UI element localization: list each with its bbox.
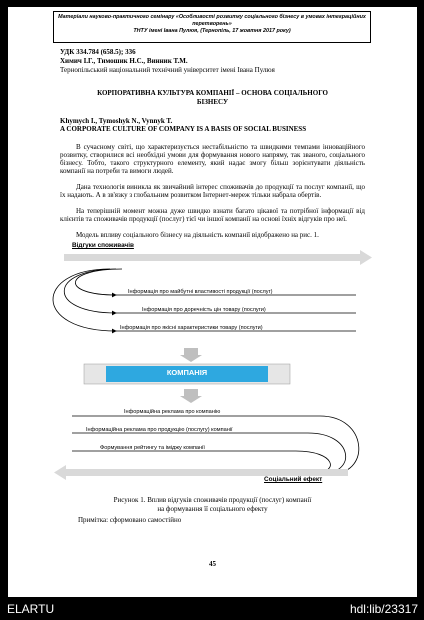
header-line-2: перетворень» [192, 21, 232, 27]
authors-en: Khymych I., Tymoshyk N., Vynnyk T. [60, 117, 173, 125]
title-ua-line-2: БІЗНЕСУ [196, 98, 229, 106]
paragraph-4: Модель впливу соціального бізнесу на діяльність компанії відображено на рис. 1. [76, 231, 319, 239]
footer-repository: ELARTU [7, 602, 55, 616]
page-number: 45 [209, 560, 216, 568]
company-label: КОМПАНІЯ [166, 368, 208, 377]
arrow-down-from-company [180, 389, 202, 403]
authors-ua: Химич І.Г., Тимошик Н.С., Винник Т.М. [60, 57, 188, 65]
bottom-item-3: Формування рейтингу та іміджу компанії [100, 445, 205, 451]
paragraph-3: На теперішній момент можна дуже швидко взнати багато цікавої та потрібної інформації від клієнтів та споживачів продукції (послуг) тієї чи іншої компанії на основі їхніх відгуків про неї. [60, 207, 365, 223]
top-item-1: Інформація про майбутні властивості продукції (послуг) [128, 289, 273, 295]
social-effect-label: Соціальний ефект [264, 476, 323, 483]
footer-bar [0, 600, 424, 620]
paragraph-1: В сучасному світі, що характеризується нестабільністю та швидкими темпами інноваційного розвитку, створилися всі необхідні умови для формування нового напряму, так званого, соціального бізнесу. Тобто, такого структурного елементу, який надає змогу більш зорієнтувати діяльність компанії на потреби та вимоги людей. [60, 143, 365, 175]
figure-caption-line-1: Рисунок 1. Вплив відгуків споживачів продукції (послуг) компанії [113, 496, 312, 504]
bottom-item-1: Інформаційна реклама про компанію [124, 409, 221, 415]
figure-caption-line-2: на формування її соціального ефекту [157, 505, 268, 513]
footer-handle: hdl:lib/23317 [349, 602, 418, 616]
header-line-1: Матеріали науково-практичного семінару «Особливості розвитку соціального бізнесу в умовах інтеграційних [58, 14, 366, 20]
top-info-lines [53, 269, 356, 331]
title-ua-line-1: КОРПОРАТИВНА КУЛЬТУРА КОМПАНІЇ – ОСНОВА СОЦІАЛЬНОГО [97, 89, 328, 97]
affiliation: Тернопільський національний технічний університет імені Івана Пулюя [60, 66, 275, 74]
arrow-down-to-company [180, 348, 202, 362]
top-item-3: Інформація про якісні характеристики товару (послуги) [120, 325, 263, 331]
feedback-label: Відгуки споживачів [72, 242, 134, 249]
header-line-3: ТНТУ імені Івана Пулюя, (Тернопіль, 17 жовтня 2017 року) [133, 28, 291, 34]
paragraph-2: Дана технологія виникла як звичайний інтерес споживачів до продукції та послуг компанії, що їх надають. А в зв'язку з глобальним розвитком Інтернет-мереж тільки набрала обертів. [60, 183, 365, 199]
title-en: A CORPORATE CULTURE OF COMPANY IS A BASIS OF SOCIAL BUSINESS [60, 125, 307, 133]
document-page [7, 6, 418, 598]
top-item-2: Інформація про доречність цін товару (послуги) [142, 307, 266, 313]
figure-note: Примітка: сформовано самостійно [78, 516, 182, 524]
udc-code: УДК 334.784 (658.5); 336 [60, 48, 136, 56]
bottom-item-2: Інформаційна реклама про продукцію (послугу) компанії [86, 427, 233, 433]
feedback-bar [64, 250, 372, 265]
